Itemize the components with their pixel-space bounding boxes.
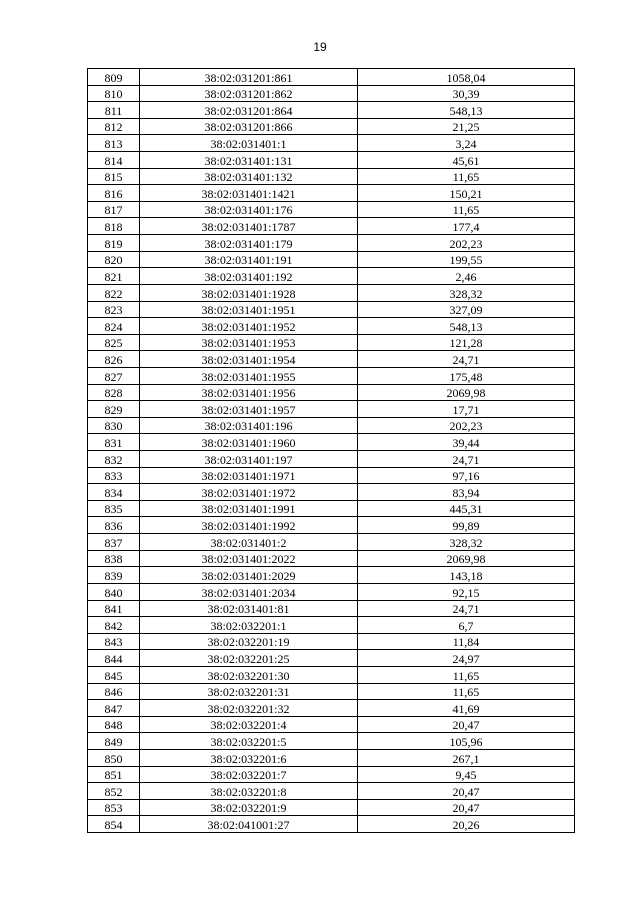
area-value-cell: 11,65: [358, 666, 575, 683]
table-row: [88, 716, 575, 733]
cadastral-number-cell: 38:02:032201:31: [140, 683, 358, 700]
area-value-cell: 20,47: [358, 716, 575, 733]
cadastral-number-cell: 38:02:032201:9: [140, 799, 358, 816]
area-value-cell: 548,13: [358, 102, 575, 119]
row-number-cell: 830: [88, 417, 140, 434]
table-row: [88, 600, 575, 617]
cadastral-number-cell: 38:02:032201:1: [140, 617, 358, 634]
table-row: [88, 617, 575, 634]
cadastral-number-cell: 38:02:031401:1972: [140, 484, 358, 501]
area-value-cell: 445,31: [358, 500, 575, 517]
area-value-cell: 11,65: [358, 168, 575, 185]
table-row: [88, 650, 575, 667]
cadastral-number-cell: 38:02:031201:866: [140, 118, 358, 135]
area-value-cell: 121,28: [358, 334, 575, 351]
table-body: [88, 69, 575, 833]
table-row: [88, 284, 575, 301]
row-number-cell: 820: [88, 251, 140, 268]
table-row: [88, 534, 575, 551]
cadastral-number-cell: 38:02:032201:5: [140, 733, 358, 750]
cadastral-number-cell: 38:02:031401:1956: [140, 384, 358, 401]
table-row: [88, 201, 575, 218]
area-value-cell: 97,16: [358, 467, 575, 484]
area-value-cell: 11,65: [358, 201, 575, 218]
row-number-cell: 842: [88, 617, 140, 634]
table-row: [88, 467, 575, 484]
area-value-cell: 11,65: [358, 683, 575, 700]
area-value-cell: 2069,98: [358, 550, 575, 567]
table-row: [88, 683, 575, 700]
area-value-cell: 45,61: [358, 152, 575, 169]
table-row: [88, 367, 575, 384]
row-number-cell: 821: [88, 268, 140, 285]
table-row: [88, 700, 575, 717]
cadastral-number-cell: 38:02:031401:1960: [140, 434, 358, 451]
cadastral-number-cell: 38:02:031401:132: [140, 168, 358, 185]
row-number-cell: 841: [88, 600, 140, 617]
table-row: [88, 185, 575, 202]
table-row: [88, 102, 575, 119]
area-value-cell: 20,47: [358, 799, 575, 816]
area-value-cell: 20,47: [358, 783, 575, 800]
cadastral-number-cell: 38:02:032201:25: [140, 650, 358, 667]
area-value-cell: 92,15: [358, 583, 575, 600]
table-row: [88, 799, 575, 816]
table-row: [88, 135, 575, 152]
table-row: [88, 69, 575, 86]
table-row: [88, 816, 575, 833]
cadastral-number-cell: 38:02:031401:131: [140, 152, 358, 169]
table-row: [88, 401, 575, 418]
table-row: [88, 550, 575, 567]
row-number-cell: 843: [88, 633, 140, 650]
cadastral-number-cell: 38:02:032201:32: [140, 700, 358, 717]
cadastral-number-cell: 38:02:031401:191: [140, 251, 358, 268]
table-row: [88, 633, 575, 650]
area-value-cell: 105,96: [358, 733, 575, 750]
table-row: [88, 583, 575, 600]
area-value-cell: 20,26: [358, 816, 575, 833]
cadastral-number-cell: 38:02:031401:1992: [140, 517, 358, 534]
table-row: [88, 749, 575, 766]
cadastral-number-cell: 38:02:031401:1971: [140, 467, 358, 484]
table-row: [88, 85, 575, 102]
row-number-cell: 822: [88, 284, 140, 301]
parcel-table: [87, 68, 575, 833]
area-value-cell: 328,32: [358, 534, 575, 551]
area-value-cell: 99,89: [358, 517, 575, 534]
row-number-cell: 851: [88, 766, 140, 783]
row-number-cell: 832: [88, 451, 140, 468]
area-value-cell: 83,94: [358, 484, 575, 501]
row-number-cell: 835: [88, 500, 140, 517]
table-row: [88, 417, 575, 434]
row-number-cell: 824: [88, 318, 140, 335]
cadastral-number-cell: 38:02:031401:1787: [140, 218, 358, 235]
cadastral-number-cell: 38:02:031401:1957: [140, 401, 358, 418]
area-value-cell: 24,71: [358, 351, 575, 368]
cadastral-number-cell: 38:02:031401:1954: [140, 351, 358, 368]
row-number-cell: 826: [88, 351, 140, 368]
row-number-cell: 829: [88, 401, 140, 418]
cadastral-number-cell: 38:02:031401:81: [140, 600, 358, 617]
area-value-cell: 30,39: [358, 85, 575, 102]
cadastral-number-cell: 38:02:031401:1991: [140, 500, 358, 517]
row-number-cell: 839: [88, 567, 140, 584]
cadastral-number-cell: 38:02:031401:1: [140, 135, 358, 152]
row-number-cell: 817: [88, 201, 140, 218]
table-row: [88, 301, 575, 318]
table-row: [88, 118, 575, 135]
row-number-cell: 823: [88, 301, 140, 318]
table-row: [88, 351, 575, 368]
table-row: [88, 517, 575, 534]
row-number-cell: 828: [88, 384, 140, 401]
area-value-cell: 202,23: [358, 417, 575, 434]
cadastral-number-cell: 38:02:031401:1928: [140, 284, 358, 301]
table-row: [88, 766, 575, 783]
row-number-cell: 838: [88, 550, 140, 567]
table-row: [88, 384, 575, 401]
row-number-cell: 811: [88, 102, 140, 119]
cadastral-number-cell: 38:02:031401:176: [140, 201, 358, 218]
area-value-cell: 202,23: [358, 235, 575, 252]
table-row: [88, 235, 575, 252]
area-value-cell: 199,55: [358, 251, 575, 268]
page-number: 19: [313, 40, 327, 54]
row-number-cell: 833: [88, 467, 140, 484]
area-value-cell: 2,46: [358, 268, 575, 285]
table-row: [88, 251, 575, 268]
cadastral-number-cell: 38:02:031401:1955: [140, 367, 358, 384]
row-number-cell: 844: [88, 650, 140, 667]
cadastral-number-cell: 38:02:031401:192: [140, 268, 358, 285]
row-number-cell: 819: [88, 235, 140, 252]
cadastral-number-cell: 38:02:031401:1951: [140, 301, 358, 318]
table-row: [88, 152, 575, 169]
row-number-cell: 818: [88, 218, 140, 235]
table-row: [88, 434, 575, 451]
row-number-cell: 850: [88, 749, 140, 766]
cadastral-number-cell: 38:02:031401:2034: [140, 583, 358, 600]
row-number-cell: 809: [88, 69, 140, 86]
area-value-cell: 177,4: [358, 218, 575, 235]
row-number-cell: 845: [88, 666, 140, 683]
table-row: [88, 783, 575, 800]
area-value-cell: 24,97: [358, 650, 575, 667]
cadastral-number-cell: 38:02:031201:864: [140, 102, 358, 119]
row-number-cell: 814: [88, 152, 140, 169]
row-number-cell: 849: [88, 733, 140, 750]
area-value-cell: 24,71: [358, 451, 575, 468]
table-row: [88, 666, 575, 683]
table-row: [88, 733, 575, 750]
row-number-cell: 840: [88, 583, 140, 600]
row-number-cell: 853: [88, 799, 140, 816]
area-value-cell: 1058,04: [358, 69, 575, 86]
row-number-cell: 827: [88, 367, 140, 384]
area-value-cell: 24,71: [358, 600, 575, 617]
cadastral-number-cell: 38:02:031401:1953: [140, 334, 358, 351]
area-value-cell: 175,48: [358, 367, 575, 384]
cadastral-number-cell: 38:02:031401:179: [140, 235, 358, 252]
table-row: [88, 268, 575, 285]
area-value-cell: 2069,98: [358, 384, 575, 401]
row-number-cell: 852: [88, 783, 140, 800]
row-number-cell: 834: [88, 484, 140, 501]
row-number-cell: 816: [88, 185, 140, 202]
area-value-cell: 9,45: [358, 766, 575, 783]
row-number-cell: 846: [88, 683, 140, 700]
cadastral-number-cell: 38:02:032201:8: [140, 783, 358, 800]
row-number-cell: 812: [88, 118, 140, 135]
area-value-cell: 548,13: [358, 318, 575, 335]
cadastral-number-cell: 38:02:031401:1421: [140, 185, 358, 202]
table-row: [88, 218, 575, 235]
cadastral-number-cell: 38:02:032201:19: [140, 633, 358, 650]
cadastral-number-cell: 38:02:032201:6: [140, 749, 358, 766]
cadastral-number-cell: 38:02:031401:2022: [140, 550, 358, 567]
area-value-cell: 3,24: [358, 135, 575, 152]
table-row: [88, 484, 575, 501]
cadastral-number-cell: 38:02:032201:4: [140, 716, 358, 733]
area-value-cell: 17,71: [358, 401, 575, 418]
row-number-cell: 825: [88, 334, 140, 351]
cadastral-number-cell: 38:02:032201:30: [140, 666, 358, 683]
row-number-cell: 854: [88, 816, 140, 833]
row-number-cell: 847: [88, 700, 140, 717]
area-value-cell: 6,7: [358, 617, 575, 634]
area-value-cell: 39,44: [358, 434, 575, 451]
cadastral-number-cell: 38:02:041001:27: [140, 816, 358, 833]
row-number-cell: 848: [88, 716, 140, 733]
area-value-cell: 41,69: [358, 700, 575, 717]
row-number-cell: 836: [88, 517, 140, 534]
cadastral-number-cell: 38:02:031401:1952: [140, 318, 358, 335]
cadastral-number-cell: 38:02:031401:196: [140, 417, 358, 434]
row-number-cell: 813: [88, 135, 140, 152]
area-value-cell: 267,1: [358, 749, 575, 766]
area-value-cell: 327,09: [358, 301, 575, 318]
area-value-cell: 143,18: [358, 567, 575, 584]
table-row: [88, 567, 575, 584]
area-value-cell: 21,25: [358, 118, 575, 135]
table-row: [88, 334, 575, 351]
row-number-cell: 837: [88, 534, 140, 551]
table-row: [88, 451, 575, 468]
table-row: [88, 318, 575, 335]
row-number-cell: 815: [88, 168, 140, 185]
row-number-cell: 831: [88, 434, 140, 451]
area-value-cell: 150,21: [358, 185, 575, 202]
area-value-cell: 11,84: [358, 633, 575, 650]
cadastral-number-cell: 38:02:031401:2029: [140, 567, 358, 584]
area-value-cell: 328,32: [358, 284, 575, 301]
cadastral-number-cell: 38:02:031201:862: [140, 85, 358, 102]
cadastral-number-cell: 38:02:031401:197: [140, 451, 358, 468]
cadastral-number-cell: 38:02:032201:7: [140, 766, 358, 783]
cadastral-number-cell: 38:02:031201:861: [140, 69, 358, 86]
cadastral-number-cell: 38:02:031401:2: [140, 534, 358, 551]
row-number-cell: 810: [88, 85, 140, 102]
table-row: [88, 168, 575, 185]
table-row: [88, 500, 575, 517]
